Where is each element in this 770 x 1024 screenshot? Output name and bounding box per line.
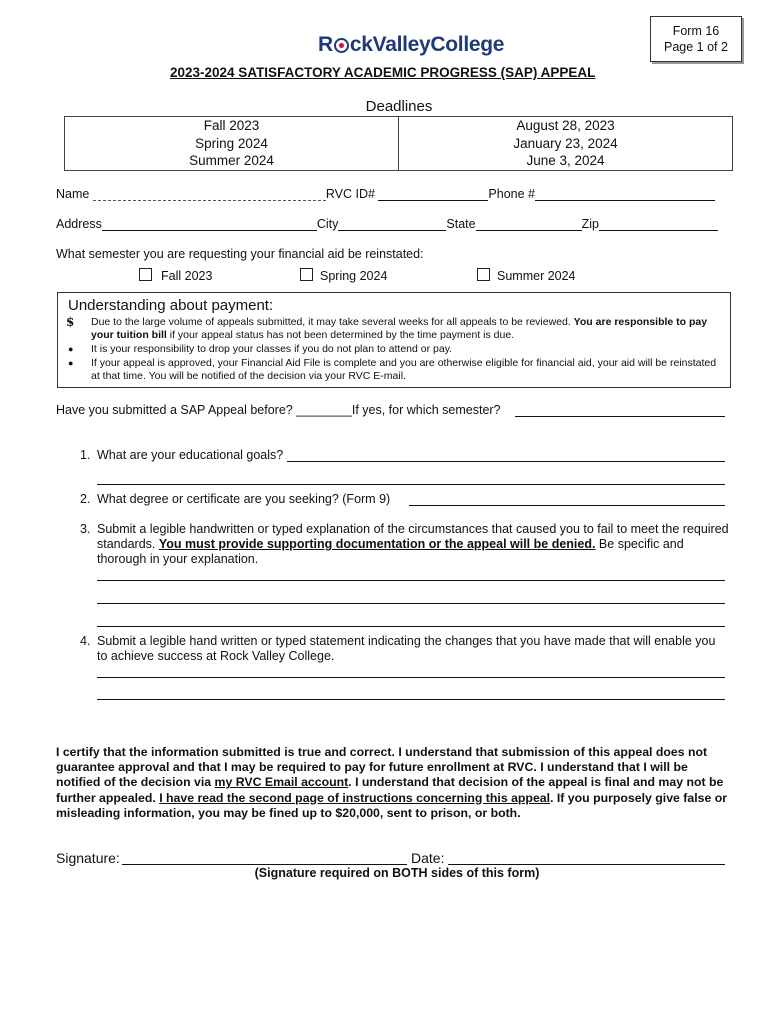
prior-appeal-followup: If yes, for which semester?	[351, 403, 501, 417]
deadline-date: June 3, 2024	[526, 153, 605, 168]
prior-appeal-row	[56, 403, 501, 417]
rvc-id-label: RVC ID#	[325, 187, 375, 201]
checkbox-summer-2024[interactable]	[477, 268, 490, 281]
state-label: State	[446, 217, 476, 231]
question-3: 3. Submit a legible handwritten or typed explanation of the circumstances that caused you to fail to meet the required standards. You must provide supporting documentation or the appeal will be denied. Be specific and thorough in your explanation.	[80, 522, 729, 566]
address-label: Address	[56, 217, 102, 231]
bullet-icon: ●	[68, 358, 74, 368]
deadline-semester: Spring 2024	[195, 135, 268, 151]
signature-note: (Signature required on BOTH sides of this form)	[254, 866, 540, 880]
answer-line[interactable]	[97, 626, 725, 627]
page-title: 2023-2024 SATISFACTORY ACADEMIC PROGRESS (SAP) APPEAL	[170, 65, 596, 80]
answer-line[interactable]	[97, 603, 725, 604]
zip-label: Zip	[581, 217, 599, 231]
rvc-id-field[interactable]	[378, 188, 488, 201]
checkbox-fall-2023[interactable]	[139, 268, 152, 281]
address-row	[56, 217, 718, 231]
zip-field[interactable]	[599, 218, 718, 231]
question-2: 2. What degree or certificate are you seeking? (Form 9)	[80, 492, 391, 506]
deadline-semesters	[65, 117, 399, 171]
phone-field[interactable]	[535, 188, 715, 201]
prior-appeal-question: Have you submitted a SAP Appeal before?	[56, 403, 297, 417]
deadline-semester: Fall 2023	[203, 118, 260, 133]
city-field[interactable]	[338, 218, 446, 231]
payment-item: $ Due to the large volume of appeals submitted, it may take several weeks for all appeals to be reviewed. You are responsible to pay your tuition bill if your appeal status has not been determined by the time payment is due.	[66, 315, 708, 341]
date-field[interactable]	[448, 864, 725, 865]
answer-line[interactable]	[97, 699, 725, 700]
semester-option-fall[interactable]: Fall 2023	[139, 268, 212, 283]
deadline-dates	[399, 117, 733, 171]
bullet-icon: ●	[68, 344, 74, 354]
deadlines-table	[64, 116, 733, 171]
answer-line[interactable]	[97, 677, 725, 678]
prior-appeal-blank[interactable]: ________	[296, 403, 352, 417]
semester-question: What semester you are requesting your financial aid be reinstated:	[56, 247, 424, 261]
deadline-date: January 23, 2024	[513, 135, 618, 151]
question-1: 1. What are your educational goals?	[80, 448, 284, 462]
payment-heading: Understanding about payment:	[68, 297, 274, 314]
certification-statement: I certify that the information submitted is true and correct. I understand that submission of this appeal does not guarantee approval and that I may be required to pay for future enrollment at RVC. I understand that I will be notified of the decision via my RVC Email account. I understand that decision of the appeal is final and may not be further appealed. I have read the second page of instructions concerning this appeal. If you purposely give false or misleading information, you may be fined up to $20,000, sent to prison, or both.	[56, 745, 728, 820]
name-label: Name	[56, 187, 90, 201]
answer-line[interactable]	[287, 461, 725, 462]
college-logo: R ckValleyCollege	[318, 33, 505, 56]
deadline-date: August 28, 2023	[516, 118, 615, 133]
prior-semester-field[interactable]	[515, 416, 725, 417]
checkbox-spring-2024[interactable]	[300, 268, 313, 281]
payment-item: ● It is your responsibility to drop your classes if you do not plan to attend or pay.	[68, 343, 453, 355]
phone-label: Phone #	[488, 187, 535, 201]
address-field[interactable]	[102, 218, 317, 231]
deadline-semester: Summer 2024	[189, 153, 274, 168]
answer-line[interactable]	[97, 580, 725, 581]
answer-line[interactable]	[409, 505, 725, 506]
form-number: Form 16	[672, 24, 720, 38]
state-field[interactable]	[476, 218, 582, 231]
semester-option-summer[interactable]: Summer 2024	[477, 268, 576, 283]
form-number-box	[650, 16, 742, 62]
question-4: 4. Submit a legible hand written or typed statement indicating the changes that you have made that will enable you to achieve success at Rock Valley College.	[80, 634, 716, 663]
signature-label: Signature:	[56, 850, 120, 866]
signature-field[interactable]	[122, 864, 407, 865]
page-number: Page 1 of 2	[664, 40, 728, 54]
date-label: Date:	[411, 850, 445, 866]
city-label: City	[316, 217, 339, 231]
deadlines-heading: Deadlines	[365, 98, 433, 115]
name-row	[56, 187, 715, 201]
semester-option-spring[interactable]: Spring 2024	[300, 268, 387, 283]
payment-notice-box	[57, 292, 731, 388]
payment-item: ● If your appeal is approved, your Financial Aid File is complete and you are otherwise eligible for financial aid, your aid will be reinstated at that time. You will be notified of the decision via your RVC E-mail.	[68, 357, 717, 382]
answer-line[interactable]	[97, 484, 725, 485]
logo-o-icon	[334, 38, 349, 53]
name-field[interactable]	[93, 188, 326, 201]
dollar-icon: $	[66, 315, 75, 329]
